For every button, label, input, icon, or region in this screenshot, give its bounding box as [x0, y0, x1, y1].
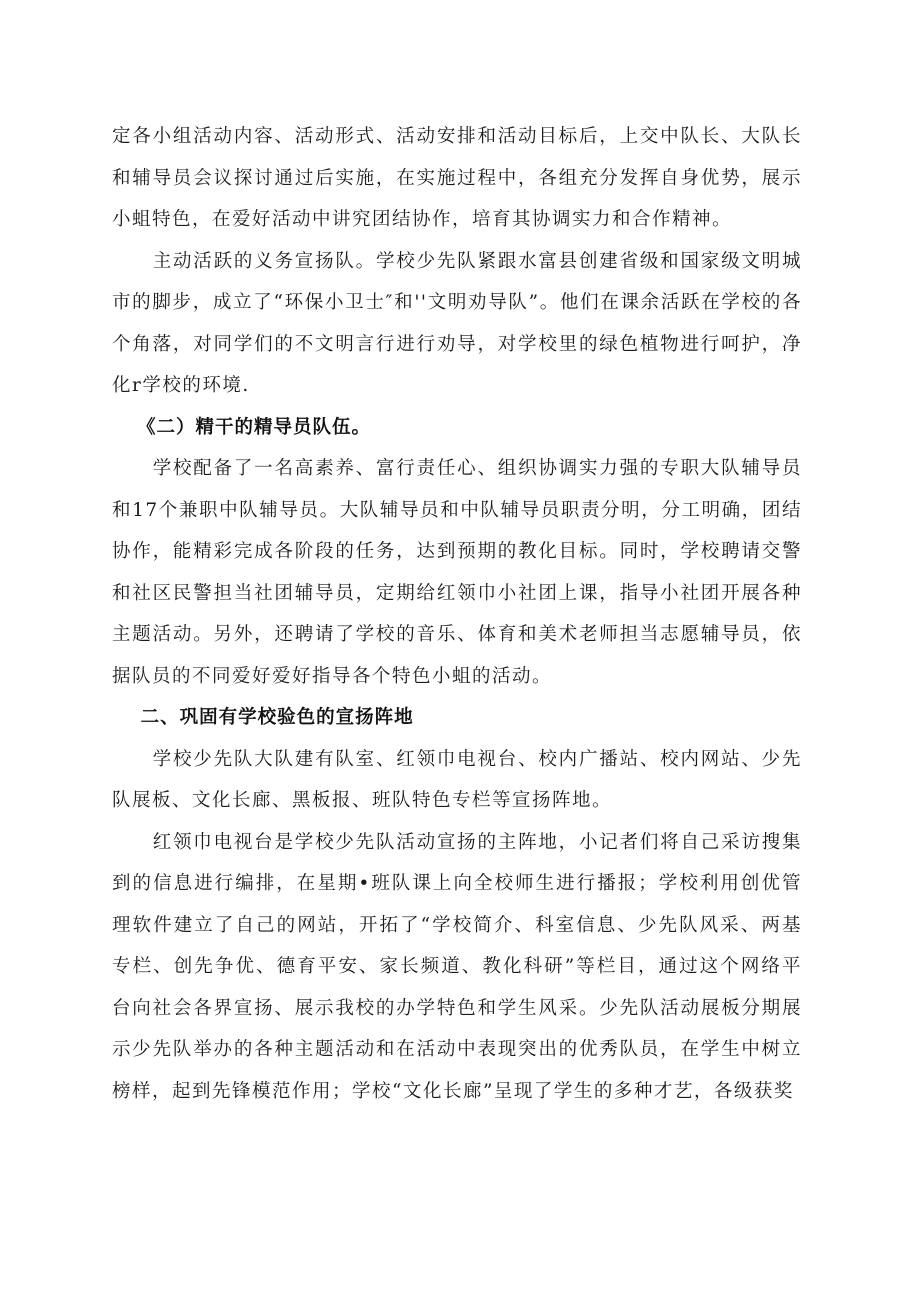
paragraph-2: 主动活跃的义务宣扬队。学校少先队紧跟水富县创建省级和国家级文明城市的脚步，成立了“环保小卫士″和''文明劝导队”。他们在课余活跃在学校的各个角落，对同学们的不文明言行进行劝导，对学校里的绿色植物进行呵护，净化r学校的环境. — [112, 250, 802, 396]
paragraph-4: 学校少先队大队建有队室、红领巾电视台、校内广播站、校内网站、少先队展板、文化长廊、黑板报、班队特色专栏等宣扬阵地。 — [112, 748, 802, 811]
paragraph-5: 红领巾电视台是学校少先队活动宣扬的主阵地，小记者们将自己采访搜集到的信息进行编排，在星期•班队课上向全校师生进行播报；学校利用创优管理软件建立了自己的网站，开拓了“学校简介、科室信息、少先队风采、两基专栏、创先争优、德育平安、家长频道、教化科研”等栏目，通过这个网络平台向社会各界宣扬、展示我校的办学特色和学生风采。少先队活动展板分期展示少先队举办的各种主题活动和在活动中表现突出的优秀队员，在学生中树立榜样，起到先锋模范作用；学校“文化长廊”呈现了学生的多种才艺，各级获奖 — [112, 831, 802, 1102]
section-heading-instructors: 《二）精干的精导员队伍。 — [136, 416, 371, 438]
paragraph-3: 学校配备了一名高素养、富行责任心、组织协调实力强的专职大队辅导员和17个兼职中队辅导员。大队辅导员和中队辅导员职责分明，分工明确，团结协作，能精彩完成各阶段的任务，达到预期的教化目标。同时，学校聘请交警和社区民警担当社团辅导员，定期给红领巾小社团上课，指导小社团开展各种主题活动。另外，还聘请了学校的音乐、体育和美术老师担当志愿辅导员，依据队员的不同爱好爱好指导各个特色小蛆的活动。 — [112, 458, 802, 687]
section-heading-publicity: 二、巩固有学校验色的宣扬阵地 — [140, 707, 414, 728]
paragraph-1: 定各小组活动内容、活动形式、活动安排和活动目标后，上交中队长、大队长和辅导员会议探讨通过后实施，在实施过程中，各组充分发挥自身优势，展示小蛆特色，在爱好活动中讲究团结协作，培育其协调实力和合作精神。 — [112, 126, 802, 230]
document-body — [112, 116, 802, 1112]
